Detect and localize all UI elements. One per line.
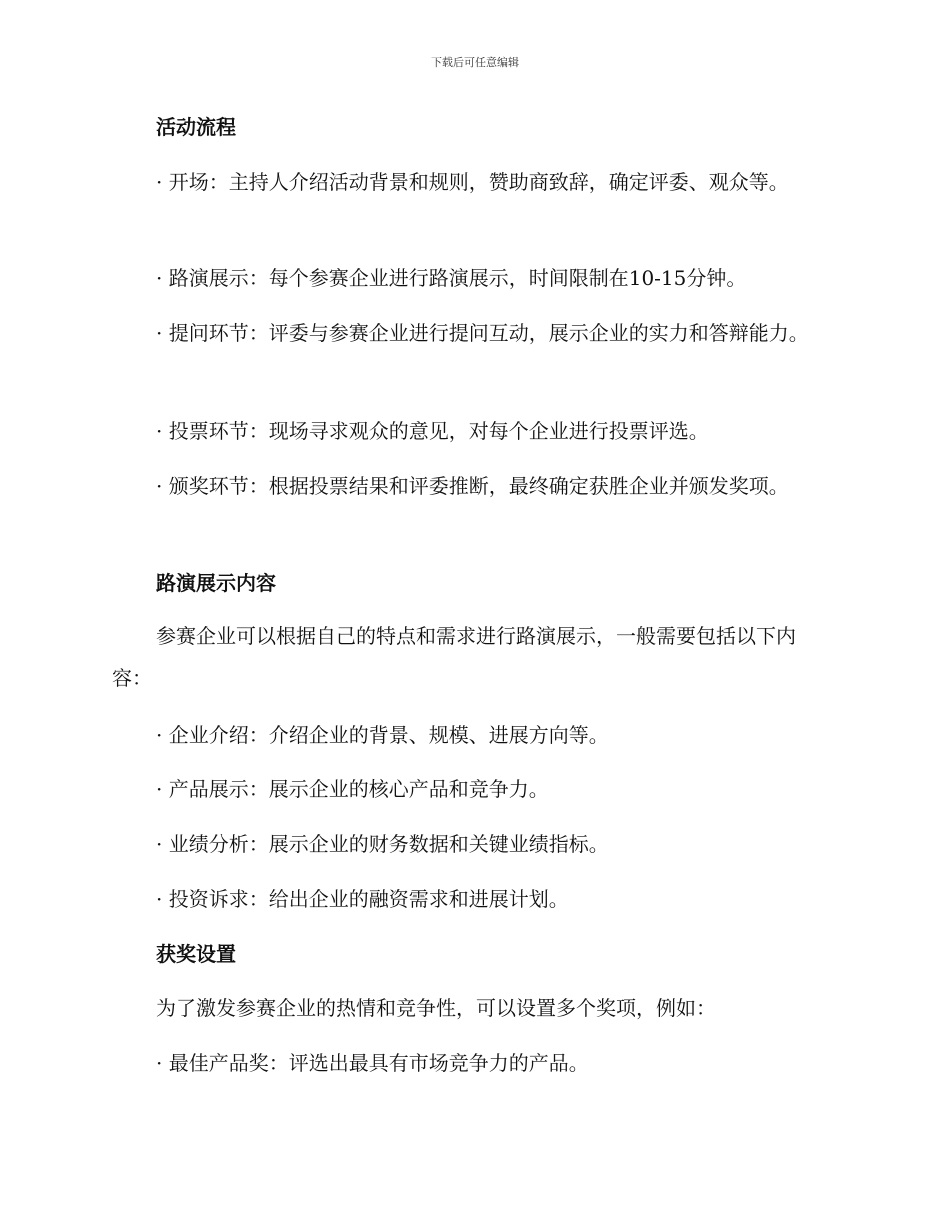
paragraph: · 产品展示：展示企业的核心产品和竞争力。 [156, 777, 549, 801]
section-heading-award-settings: 获奖设置 [156, 942, 236, 966]
paragraph: · 业绩分析：展示企业的财务数据和关键业绩指标。 [156, 832, 609, 856]
paragraph: · 开场：主持人介绍活动背景和规则，赞助商致辞，确定评委、观众等。 [156, 170, 789, 194]
section-heading-roadshow-content: 路演展示内容 [156, 571, 276, 595]
paragraph: 为了激发参赛企业的热情和竞争性，可以设置多个奖项，例如： [156, 996, 716, 1020]
paragraph: · 路演展示：每个参赛企业进行路演展示，时间限制在10-15分钟。 [156, 266, 747, 290]
paragraph: · 提问环节：评委与参赛企业进行提问互动，展示企业的实力和答辩能力。 [156, 321, 809, 345]
paragraph: · 投票环节：现场寻求观众的意见，对每个企业进行投票评选。 [156, 419, 709, 443]
section-heading-activity-flow: 活动流程 [156, 115, 236, 139]
paragraph: 参赛企业可以根据自己的特点和需求进行路演展示，一般需要包括以下内容： [112, 624, 796, 690]
paragraph: · 投资诉求：给出企业的融资需求和进展计划。 [156, 887, 569, 911]
page-header-note: 下载后可任意编辑 [431, 56, 519, 69]
paragraph: · 颁奖环节：根据投票结果和评委推断，最终确定获胜企业并颁发奖项。 [156, 474, 789, 498]
paragraph: · 企业介绍：介绍企业的背景、规模、进展方向等。 [156, 723, 609, 747]
paragraph: · 最佳产品奖：评选出最具有市场竞争力的产品。 [156, 1051, 589, 1075]
